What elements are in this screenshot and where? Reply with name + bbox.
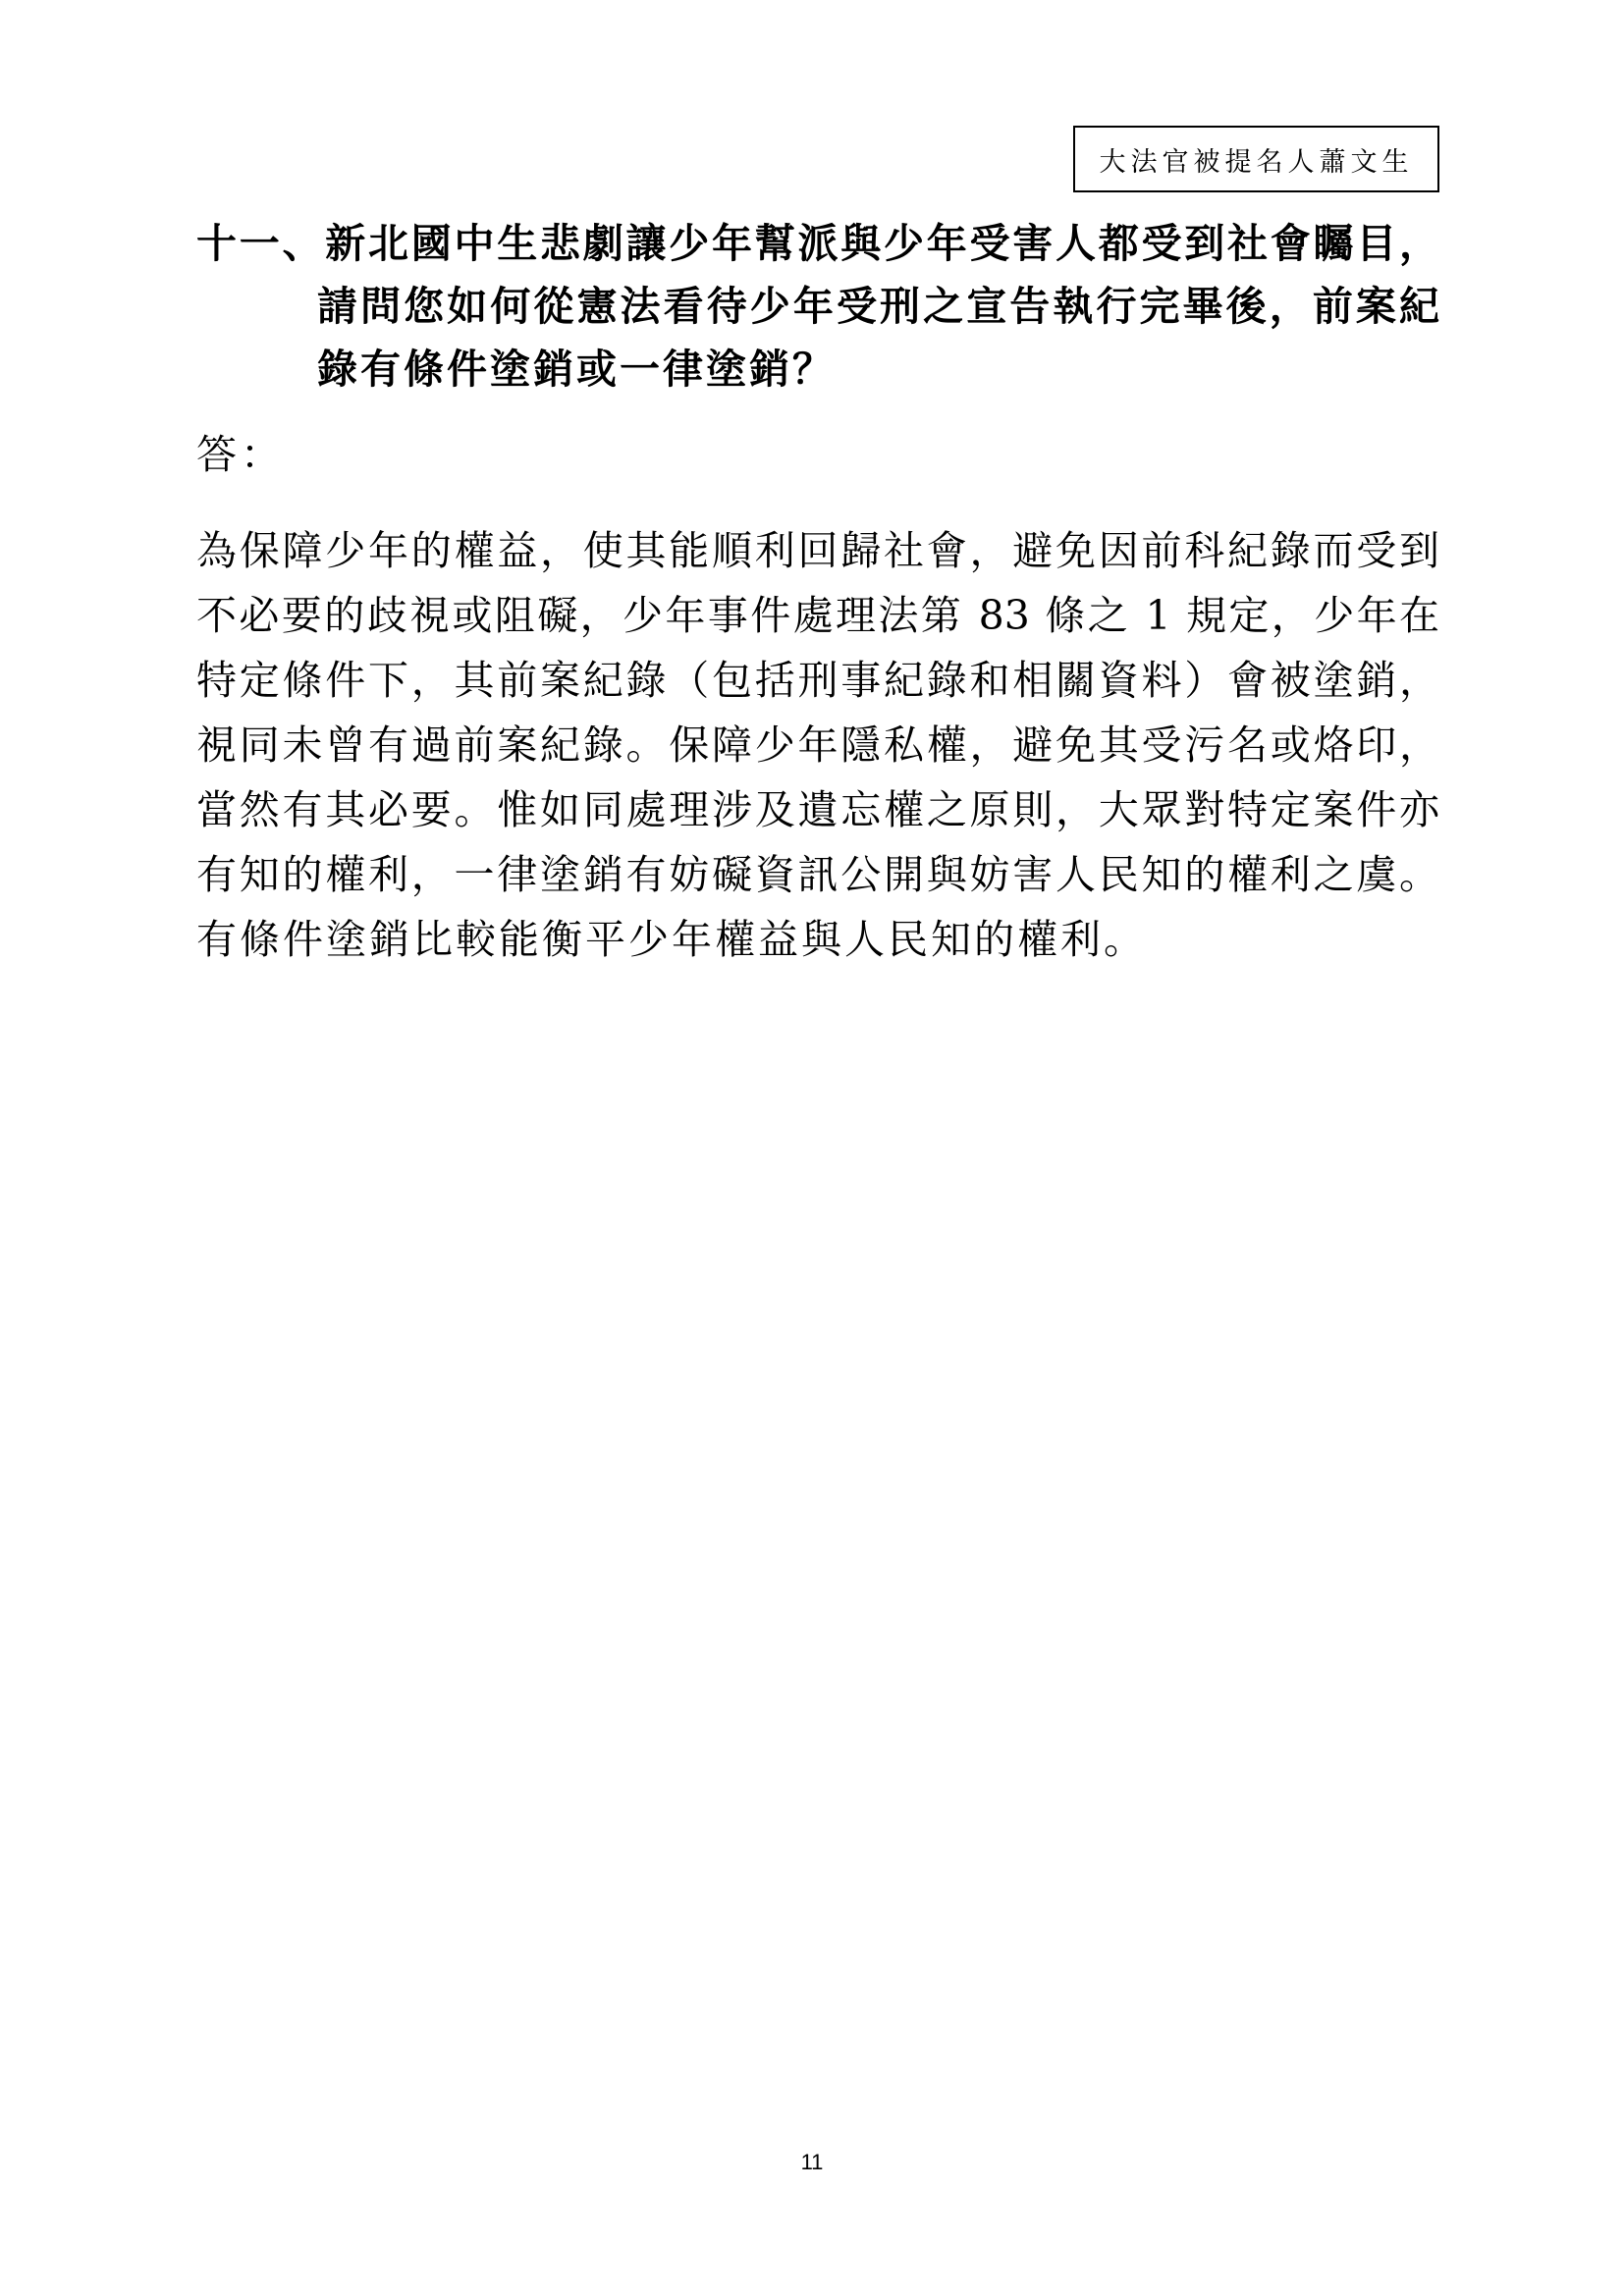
question-line-3: 錄有條件塗銷或一律塗銷？: [317, 346, 836, 393]
answer-line-1: 為保障少年的權益，使其能順利回歸社會，避免因前科紀錄而受到: [196, 527, 1439, 574]
answer-line-3: 特定條件下，其前案紀錄（包括刑事紀錄和相關資料）會被塗銷，: [196, 657, 1439, 704]
question-line-2: 請問您如何從憲法看待少年受刑之宣告執行完畢後，前案紀: [317, 283, 1439, 330]
answer-line-7: 有條件塗銷比較能衡平少年權益與人民知的權利。: [196, 916, 1147, 963]
nominee-label-box: [1073, 126, 1439, 192]
question-line-1: 十一、新北國中生悲劇讓少年幫派與少年受害人都受到社會矚目，: [196, 220, 1439, 267]
answer-line-2: 不必要的歧視或阻礙，少年事件處理法第 83 條之 1 規定，少年在: [196, 592, 1439, 639]
nominee-label: 大法官被提名人蕭文生: [1099, 146, 1414, 178]
answer-line-4: 視同未曾有過前案紀錄。保障少年隱私權，避免其受污名或烙印，: [196, 721, 1439, 769]
answer-label: 答：: [196, 431, 285, 478]
answer-paragraph: [196, 518, 1439, 972]
answer-line-5: 當然有其必要。惟如同處理涉及遺忘權之原則，大眾對特定案件亦: [196, 786, 1439, 833]
question-heading: [196, 212, 1439, 400]
page-number: 11: [800, 2150, 824, 2174]
answer-line-6: 有知的權利，一律塗銷有妨礙資訊公開與妨害人民知的權利之虞。: [196, 851, 1439, 898]
